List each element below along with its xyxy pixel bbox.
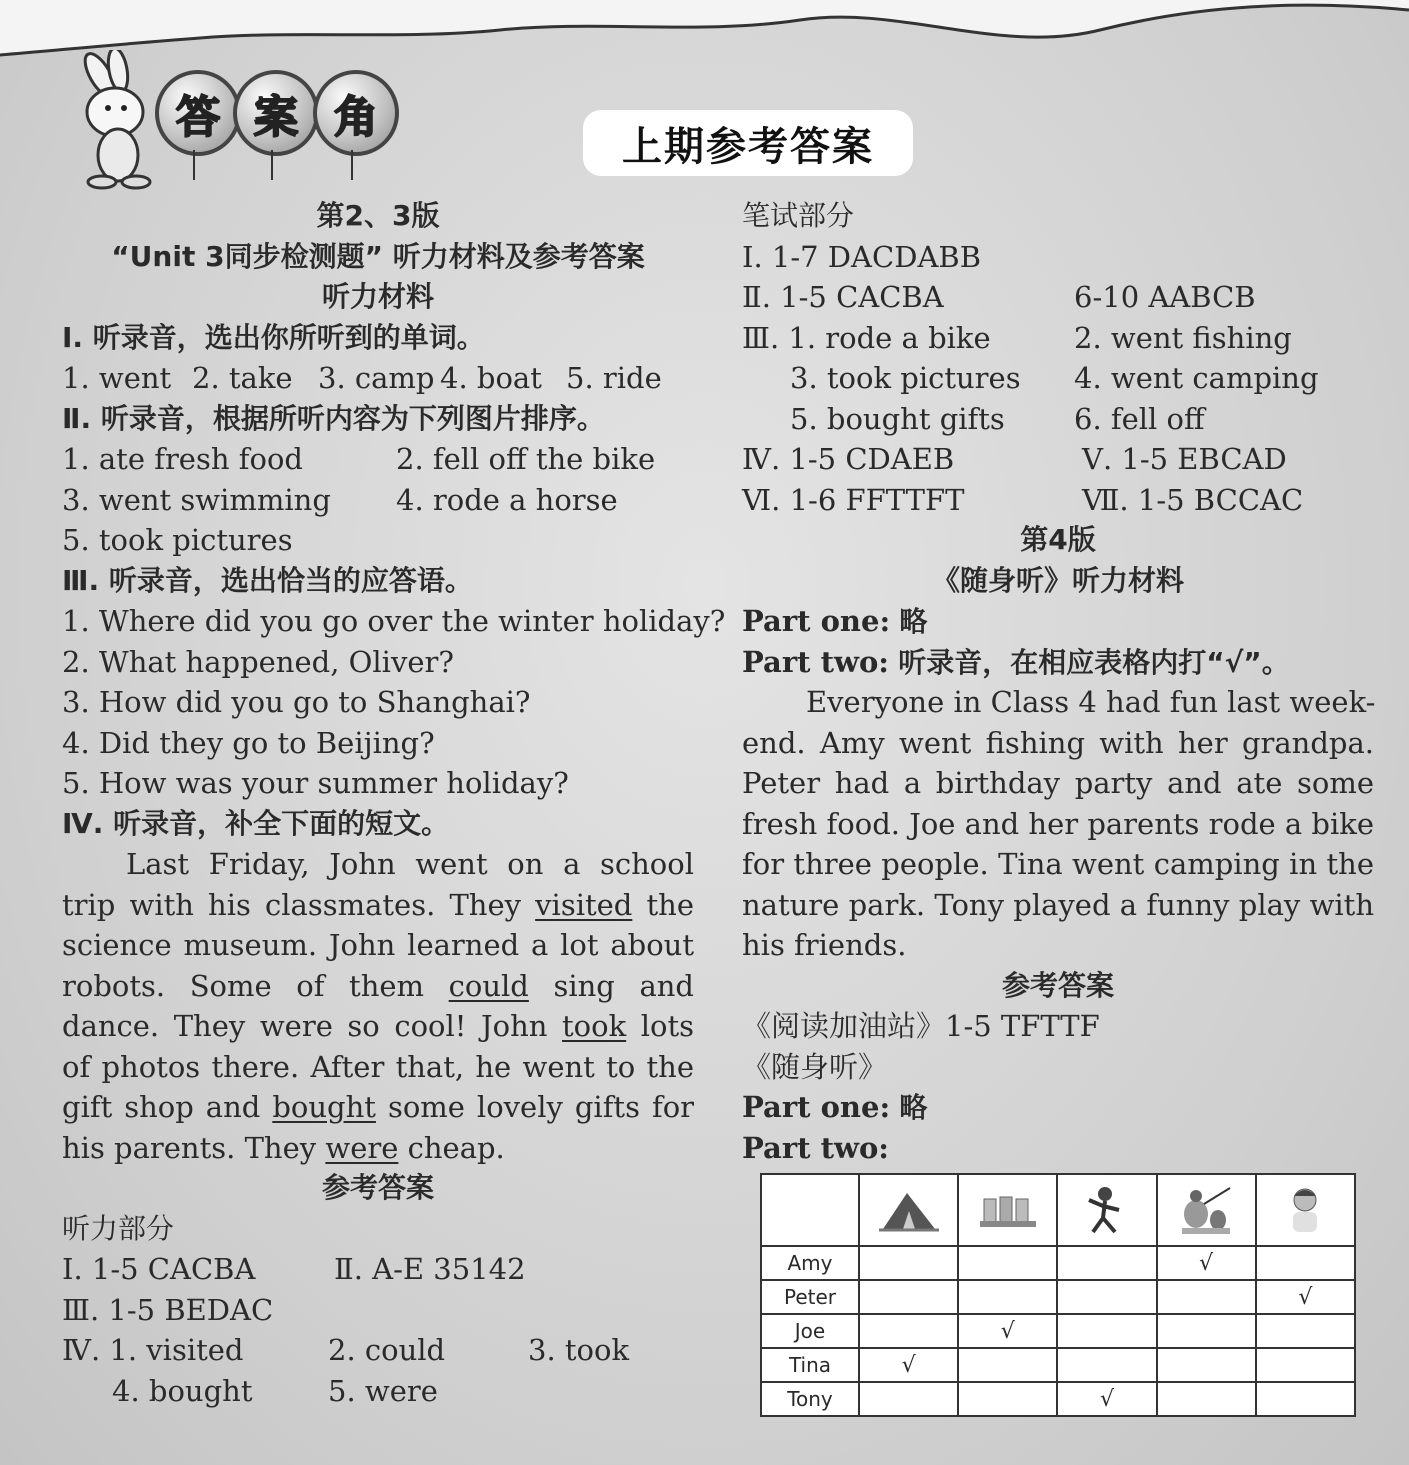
answer-table (760, 1173, 1356, 1417)
story-line: nature park. Tony played a funny play with (742, 887, 1374, 922)
check-cell (1157, 1382, 1256, 1416)
passage-line: gift shop and bought some lovely gifts for (62, 1090, 695, 1124)
table-row (761, 1246, 1355, 1280)
table-header-row (761, 1174, 1355, 1246)
passage-line: of photos there. After that, he went to the (62, 1049, 694, 1084)
picture-order-item: 3. went swimming (62, 482, 331, 517)
check-mark: √ (1157, 1246, 1256, 1280)
answer-item: Ⅱ. A-E 35142 (334, 1252, 526, 1286)
dancer-icon (1075, 1182, 1139, 1238)
blank-answer: visited (535, 887, 633, 922)
passage-line: science museum. John learned a lot about (62, 928, 694, 962)
part-two-answer-label: Part two: (742, 1130, 889, 1165)
word-item: 1. went (62, 361, 172, 395)
story-line: Everyone in Class 4 had fun last week- (806, 685, 1376, 719)
check-cell (958, 1280, 1057, 1314)
edition-heading: 第2、3版 (316, 199, 440, 232)
logo-balloon-3: 角 (313, 70, 399, 156)
balloon-string (193, 150, 195, 180)
answer-row (742, 399, 1374, 440)
check-mark: √ (1057, 1382, 1156, 1416)
part-two-line: Part two: 听录音，在相应表格内打“√”。 (742, 644, 1290, 679)
check-cell (1157, 1280, 1256, 1314)
answer-item: Ⅰ. 1-7 DACDABB (742, 239, 982, 274)
passage-line: trip with his classmates. They visited the (62, 887, 694, 922)
passage-line: dance. They were so cool! John took lots (62, 1009, 695, 1043)
check-cell (958, 1382, 1057, 1416)
answer-item: 6. fell off (1074, 401, 1205, 436)
story-line: end. Amy went fishing with her grandpa. (742, 725, 1374, 760)
check-cell (958, 1348, 1057, 1382)
check-mark: √ (958, 1314, 1057, 1348)
part-one-answer: Part one: 略 (742, 1090, 928, 1124)
check-cell (1256, 1314, 1355, 1348)
section-3-title: Ⅲ. 听录音，选出恰当的应答语。 (62, 563, 473, 597)
question-item: 3. How did you go to Shanghai? (62, 685, 531, 719)
reading-answer: 《阅读加油站》1-5 TFTTF (742, 1009, 1100, 1043)
check-cell (859, 1280, 958, 1314)
check-cell (859, 1314, 958, 1348)
check-cell (1256, 1382, 1355, 1416)
check-cell (859, 1382, 958, 1416)
answer-item: 4. went camping (1074, 361, 1319, 395)
right-column (742, 196, 1374, 1168)
picture-order-item: 4. rode a horse (396, 482, 618, 517)
answer-item: Ⅳ. 1. visited (62, 1333, 244, 1367)
word-item: 2. take (192, 361, 293, 395)
blank-answer: were (325, 1130, 399, 1165)
table-row (761, 1314, 1355, 1348)
answer-item: Ⅰ. 1-5 CACBA (62, 1252, 256, 1286)
fishing-picture-cell (1157, 1174, 1256, 1246)
story-line: fresh food. Joe and her parents rode a bike (742, 806, 1374, 841)
row-name: Joe (761, 1314, 859, 1348)
section-2-title: Ⅱ. 听录音，根据所听内容为下列图片排序。 (62, 401, 605, 435)
suishenting-material-heading: 《随身听》听力材料 (931, 563, 1184, 597)
check-cell (1157, 1314, 1256, 1348)
listening-part-heading: 听力部分 (62, 1211, 175, 1245)
check-mark: √ (1256, 1280, 1355, 1314)
check-cell (1057, 1246, 1156, 1280)
check-cell (1057, 1280, 1156, 1314)
table-row (761, 1348, 1355, 1382)
answer-row (742, 318, 1374, 359)
word-item: 4. boat (440, 361, 542, 395)
period-title: 上期参考答案 (583, 110, 913, 176)
answer-row (62, 1371, 694, 1412)
section-1-words (62, 358, 694, 399)
row-name: Tina (761, 1348, 859, 1382)
word-item: 5. ride (566, 361, 662, 395)
blank-answer: took (562, 1009, 627, 1043)
row-name: Amy (761, 1246, 859, 1280)
question-item: 4. Did they go to Beijing? (62, 725, 435, 760)
reference-answers-heading: 参考答案 (1001, 968, 1114, 1002)
logo-balloon-2: 案 (233, 70, 319, 156)
answer-row (62, 1249, 694, 1290)
balloon-string (351, 150, 353, 180)
suishenting-heading: 《随身听》 (742, 1049, 888, 1084)
boots-picture-cell (958, 1174, 1057, 1246)
question-item: 5. How was your summer holiday? (62, 766, 569, 800)
boy-picture-cell (1256, 1174, 1355, 1246)
answer-item: 2. went fishing (1074, 320, 1292, 355)
passage-line: robots. Some of them could sing and (62, 968, 694, 1003)
check-cell (1256, 1246, 1355, 1280)
answer-item: Ⅲ. 1. rode a bike (742, 320, 991, 355)
edition-4-heading: 第4版 (1020, 523, 1096, 556)
question-item: 1. Where did you go over the winter holiday? (62, 604, 726, 638)
answer-item: 5. were (328, 1373, 438, 1408)
section-2-row (62, 439, 694, 480)
section-4-title: Ⅳ. 听录音，补全下面的短文。 (62, 806, 450, 840)
listening-material-heading: 听力材料 (321, 280, 434, 313)
story-line: Peter had a birthday party and ate some (742, 766, 1374, 800)
picture-order-item: 5. took pictures (62, 523, 293, 557)
boy-icon (1273, 1182, 1337, 1238)
check-cell (958, 1246, 1057, 1280)
tent-picture-cell (859, 1174, 958, 1246)
answer-item: 6-10 AABCB (1074, 280, 1256, 314)
check-cell (1057, 1314, 1156, 1348)
section-1-title: Ⅰ. 听录音，选出你所听到的单词。 (62, 320, 485, 354)
left-column (62, 196, 726, 1411)
check-cell (859, 1246, 958, 1280)
picture-order-item: 2. fell off the bike (396, 442, 656, 476)
answer-row (742, 480, 1374, 521)
check-cell (1057, 1348, 1156, 1382)
boots-icon (976, 1185, 1040, 1235)
table-corner-cell (761, 1174, 859, 1246)
answer-item: Ⅱ. 1-5 CACBA (742, 280, 944, 314)
fishing-icon (1174, 1182, 1238, 1238)
part-one-line: Part one: 略 (742, 604, 928, 638)
answer-row (742, 358, 1374, 399)
check-mark: √ (859, 1348, 958, 1382)
reference-answers-heading: 参考答案 (321, 1171, 434, 1204)
row-name: Peter (761, 1280, 859, 1314)
answer-item: 5. bought gifts (790, 401, 1005, 436)
passage-line: his parents. They were cheap. (62, 1130, 505, 1165)
answer-item: 2. could (328, 1333, 446, 1367)
answer-item: Ⅳ. 1-5 CDAEB (742, 442, 955, 476)
question-item: 2. What happened, Oliver? (62, 644, 454, 679)
answer-item: 4. bought (112, 1373, 253, 1408)
table-row (761, 1382, 1355, 1416)
story-line: his friends. (742, 928, 907, 962)
balloon-string (271, 150, 273, 180)
row-name: Tony (761, 1382, 859, 1416)
answer-row (742, 277, 1374, 318)
tent-icon (877, 1185, 941, 1235)
answer-row (742, 439, 1374, 480)
section-2-row (62, 480, 694, 521)
check-cell (1157, 1348, 1256, 1382)
answer-row (62, 1330, 694, 1371)
word-item: 3. camp (318, 361, 435, 395)
answer-item: 3. took pictures (790, 361, 1021, 395)
passage-line: Last Friday, John went on a school (126, 847, 694, 881)
dancer-picture-cell (1057, 1174, 1156, 1246)
answer-item: Ⅲ. 1-5 BEDAC (62, 1292, 274, 1327)
logo-balloon-1: 答 (155, 70, 241, 156)
unit-title: “Unit 3同步检测题” 听力材料及参考答案 (111, 239, 645, 273)
answer-item: Ⅴ. 1-5 EBCAD (1082, 442, 1287, 476)
written-part-heading: 笔试部分 (742, 199, 855, 232)
story-line: for three people. Tina went camping in the (742, 847, 1374, 881)
picture-order-item: 1. ate fresh food (62, 442, 303, 476)
table-row (761, 1280, 1355, 1314)
check-cell (1256, 1348, 1355, 1382)
answer-item: 3. took (528, 1333, 630, 1367)
blank-answer: could (448, 968, 529, 1003)
answer-item: Ⅵ. 1-6 FFTTFT (742, 482, 965, 517)
answer-item: Ⅶ. 1-5 BCCAC (1082, 482, 1304, 517)
blank-answer: bought (272, 1090, 376, 1124)
